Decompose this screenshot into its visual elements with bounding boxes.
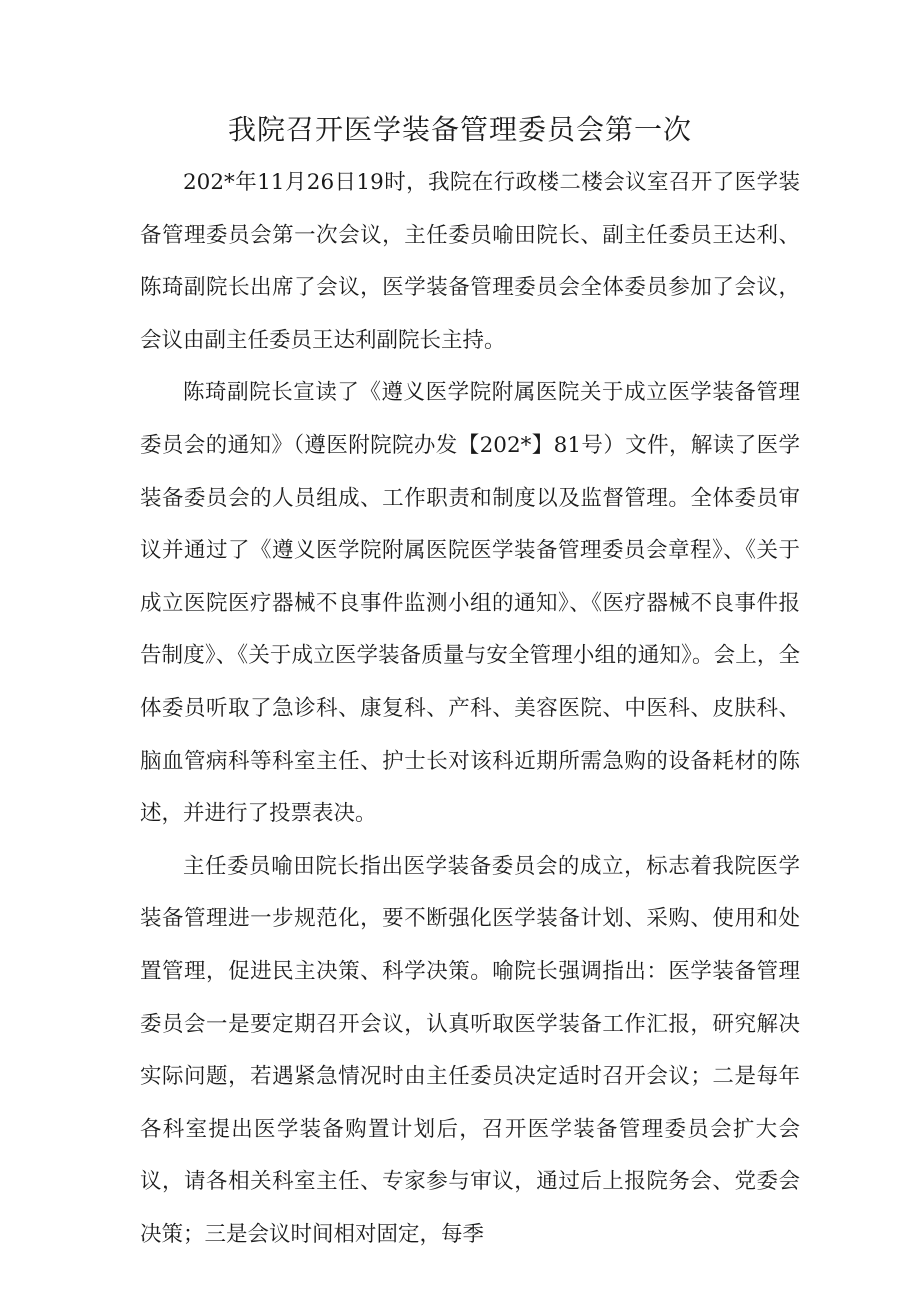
paragraph-director-remarks: 主任委员喻田院长指出医学装备委员会的成立，标志着我院医学装备管理进一步规范化，要不断强化医学装备计划、采购、使用和处置管理，促进民主决策、科学决策。喻院长强调指出：医学装备管理委员会一是要定期召开会议，认真听取医学装备工作汇报，研究解决实际问题，若遇紧急情况时由主任委员决定适时召开会议；二是每年各科室提出医学装备购置计划后，召开医学装备管理委员会扩大会议，请各相关科室主任、专家参与审议，通过后上报院务会、党委会决策；三是会议时间相对固定，每季 (140, 853, 800, 1247)
paragraph-meeting-summary: 202*年11月26日19时，我院在行政楼二楼会议室召开了医学装备管理委员会第一次会议，主任委员喻田院长、副主任委员王达利、陈琦副院长出席了会议，医学装备管理委员会全体委员参加了会议，会议由副主任委员王达利副院长主持。 (140, 170, 800, 353)
document-body (140, 157, 800, 1261)
paragraph-documents-review: 陈琦副院长宣读了《遵义医学院附属医院关于成立医学装备管理委员会的通知》（遵医附院院办发【202*】81号）文件，解读了医学装备委员会的人员组成、工作职责和制度以及监督管理。全体委员审议并通过了《遵义医学院附属医院医学装备管理委员会章程》、《关于成立医院医疗器械不良事件监测小组的通知》、《医疗器械不良事件报告制度》、《关于成立医学装备质量与安全管理小组的通知》。会上，全体委员听取了急诊科、康复科、产科、美容医院、中医科、皮肤科、脑血管病科等科室主任、护士长对该科近期所需急购的设备耗材的陈述，并进行了投票表决。 (140, 380, 800, 827)
document-title: 我院召开医学装备管理委员会第一次 (227, 113, 692, 146)
